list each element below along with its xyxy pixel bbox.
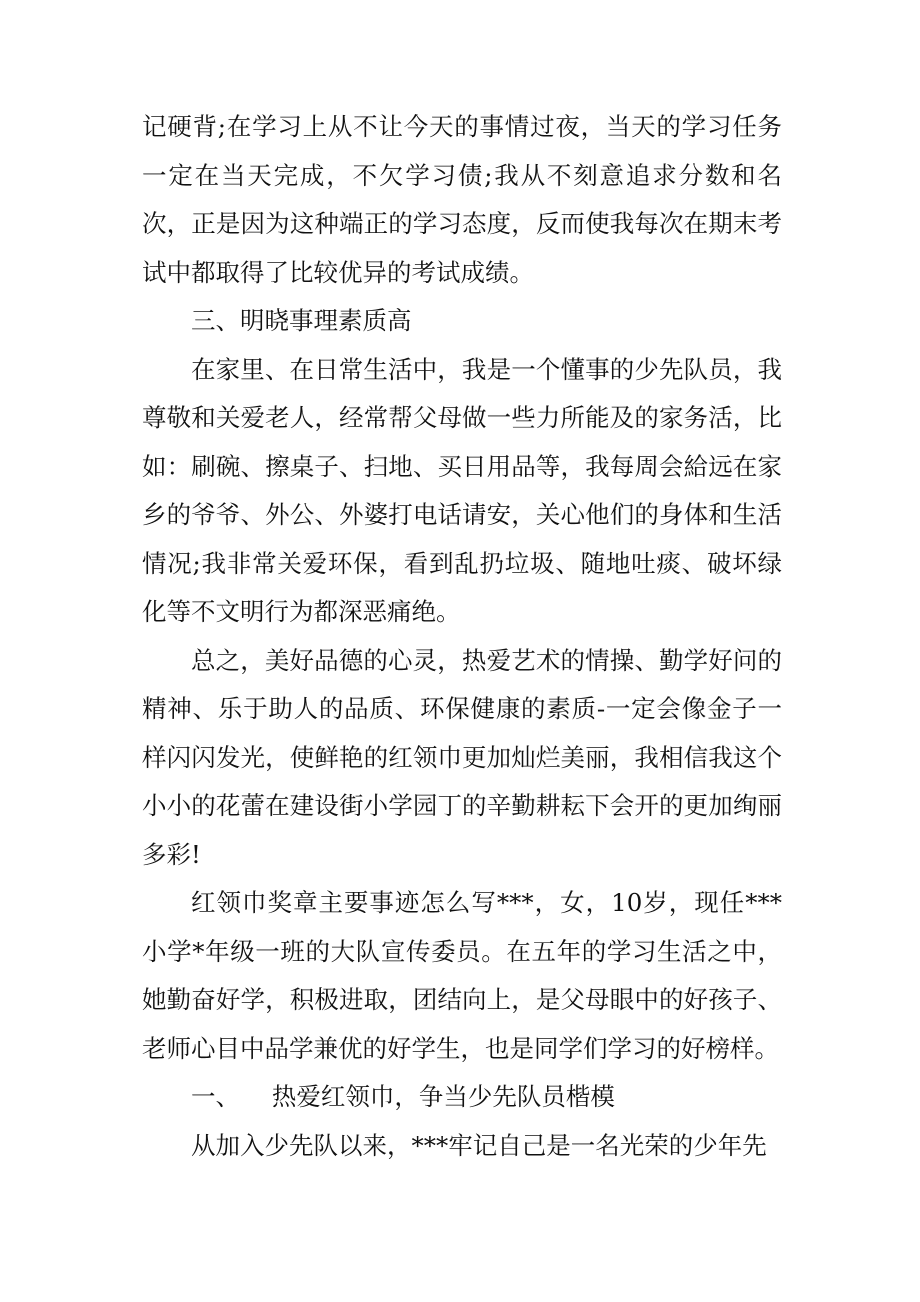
- section-heading-one: [142, 1073, 782, 1122]
- section-heading-three: 三、明晓事理素质高: [191, 306, 412, 335]
- paragraph-award-intro: 红领巾奖章主要事迹怎么写***，女，10岁，现任***小学*年级一班的大队宣传委员。在五年的学习生活之中，她勤奋好学，积极进取，团结向上，是父母眼中的好孩子、老师心目中品学兼优的好学生，也是同学们学习的好榜样。: [142, 888, 782, 1063]
- paragraph-family-life: 在家里、在日常生活中，我是一个懂事的少先队员，我尊敬和关爱老人，经常帮父母做一些力所能及的家务活，比如：刷碗、擦桌子、扫地、买日用品等，我每周会給远在家乡的爷爷、外公、外婆打电话请安，关心他们的身体和生活情况;我非常关爱环保，看到乱扔垃圾、随地吐痰、破坏绿化等不文明行为都深恶痛绝。: [142, 354, 782, 626]
- paragraph-summary: 总之，美好品德的心灵，热爱艺术的情操、勤学好问的精神、乐于助人的品质、环保健康的素质-一定会像金子一样闪闪发光，使鲜艳的红领巾更加灿烂美丽，我相信我这个小小的花蕾在建设街小学园丁的辛勤耕耘下会开的更加绚丽多彩!: [142, 645, 782, 869]
- section-title: 热爱红领巾，争当少先队员楷模: [271, 1082, 615, 1111]
- paragraph-joined-pioneers: 从加入少先队以来，***牢记自己是一名光荣的少年先: [191, 1130, 767, 1160]
- document-page: [142, 103, 782, 1170]
- section-number: 一、: [191, 1082, 240, 1111]
- paragraph-continuation: 记硬背;在学习上从不让今天的事情过夜，当天的学习任务一定在当天完成，不欠学习债;我从不刻意追求分数和名次，正是因为这种端正的学习态度，反而使我每次在期末考试中都取得了比较优异的考试成绩。: [142, 112, 782, 287]
